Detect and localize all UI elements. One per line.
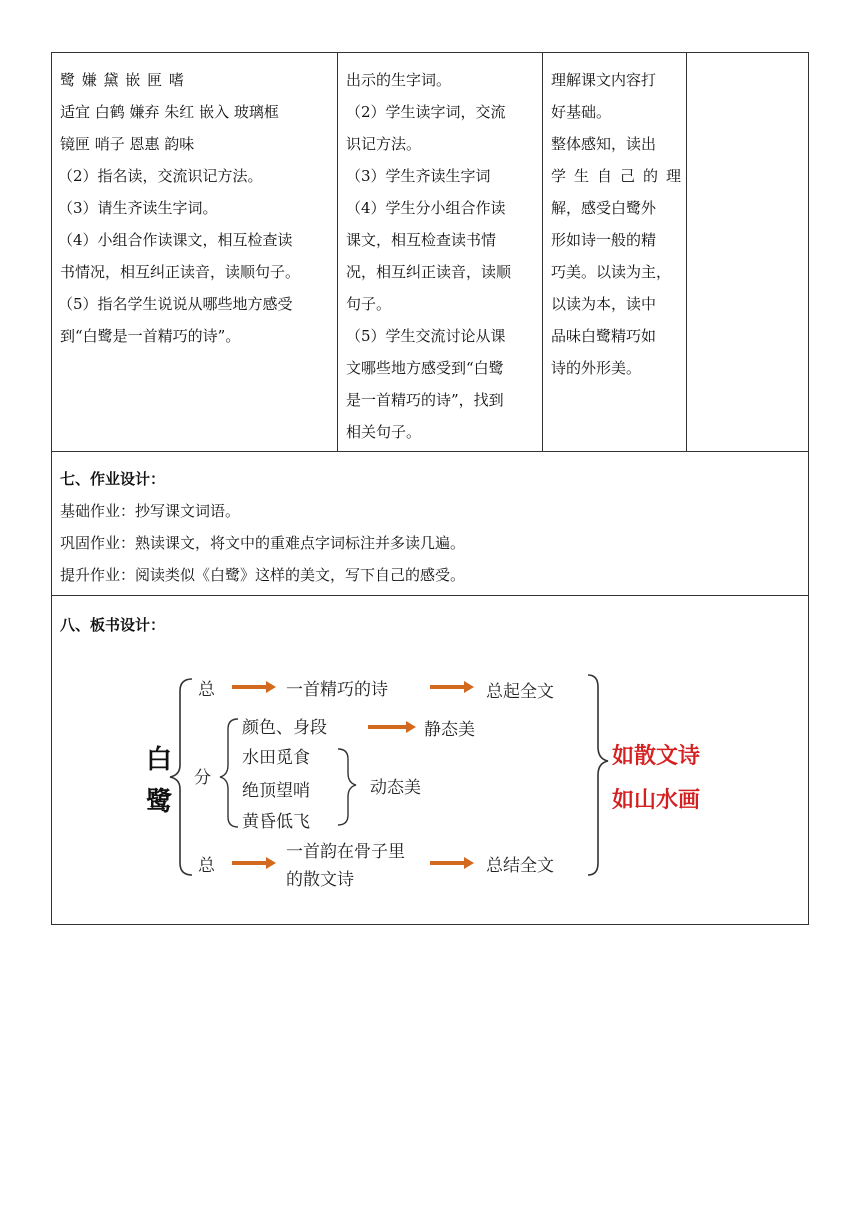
col1-line: 鹭 嫌 黛 嵌 匣 嗜 xyxy=(60,71,185,89)
col2-line: （3）学生齐读生字词 xyxy=(346,167,491,185)
col3-line: 解，感受白鹭外 xyxy=(551,199,657,217)
main-left-brace xyxy=(170,679,192,875)
fen-item-2: 水田觅食 xyxy=(242,748,310,768)
col3-line: 理解课文内容打 xyxy=(551,71,657,89)
bottom-zong: 总 xyxy=(198,856,215,876)
title-char-lu: 鹭 xyxy=(146,787,173,817)
col2-line: 识记方法。 xyxy=(346,135,422,153)
fen-label: 分 xyxy=(194,768,211,788)
homework-consolidate: 巩固作业：熟读课文，将文中的重难点字词标注并多读几遍。 xyxy=(60,534,466,552)
col1-line: 镜匣 哨子 恩惠 韵味 xyxy=(60,135,195,153)
homework-advanced: 提升作业：阅读类似《白鹭》这样的美文，写下自己的感受。 xyxy=(60,566,466,584)
fen-item-3: 绝顶望哨 xyxy=(242,781,310,801)
col2-line: 出示的生字词。 xyxy=(346,71,452,89)
teaching-process-row xyxy=(52,53,808,452)
col2-line: 句子。 xyxy=(346,295,392,313)
fen-item-4: 黄昏低飞 xyxy=(242,812,310,832)
col1-line: 到“白鹭是一首精巧的诗”。 xyxy=(60,327,241,345)
homework-heading: 七、作业设计： xyxy=(60,470,166,488)
col3-line: 形如诗一般的精 xyxy=(551,231,657,249)
dynamic-brace xyxy=(338,749,356,825)
col1-line: （4）小组合作读课文，相互检查读 xyxy=(58,231,293,249)
col1-line: （3）请生齐读生字词。 xyxy=(58,199,218,217)
top-zong: 总 xyxy=(198,680,215,700)
title-char-bai: 白 xyxy=(146,745,173,775)
arrow-static xyxy=(368,725,406,729)
board-design-section xyxy=(52,595,808,925)
col2-line: （4）学生分小组合作读 xyxy=(346,199,506,217)
fen-brace xyxy=(220,719,238,827)
col1-line: （5）指名学生说说从哪些地方感受 xyxy=(58,295,293,313)
static-beauty: 静态美 xyxy=(424,720,475,740)
col3-line: 以读为本，读中 xyxy=(551,295,657,313)
summary-line-1: 如散文诗 xyxy=(612,743,701,769)
bottom-middle-1: 一首韵在骨子里 xyxy=(286,842,405,862)
arrow-bottom-2 xyxy=(430,861,464,865)
student-activity-cell xyxy=(338,53,543,451)
arrow-top-2 xyxy=(430,685,464,689)
teacher-activity-cell xyxy=(52,53,338,451)
col1-line: （2）指名读，交流识记方法。 xyxy=(58,167,263,185)
fen-item-1: 颜色、身段 xyxy=(242,718,327,738)
main-right-brace xyxy=(588,675,608,875)
bottom-middle-2: 的散文诗 xyxy=(286,870,354,890)
homework-basic: 基础作业：抄写课文词语。 xyxy=(60,502,241,520)
col3-line: 诗的外形美。 xyxy=(551,359,642,377)
bottom-end: 总结全文 xyxy=(486,856,554,876)
col2-line: （5）学生交流讨论从课 xyxy=(346,327,506,345)
col3-line: 学生自己的理 xyxy=(551,167,690,185)
col2-line: 是一首精巧的诗”，找到 xyxy=(346,391,504,409)
arrow-top-1 xyxy=(232,685,266,689)
homework-section xyxy=(52,451,808,596)
arrow-bottom-1 xyxy=(232,861,266,865)
col2-line: 况，相互纠正读音，读顺 xyxy=(346,263,512,281)
col3-line: 品味白鹭精巧如 xyxy=(551,327,657,345)
col1-line: 书情况，相互纠正读音，读顺句子。 xyxy=(60,263,301,281)
col2-line: 相关句子。 xyxy=(346,423,422,441)
top-middle: 一首精巧的诗 xyxy=(286,680,388,700)
col2-line: （2）学生读字词，交流 xyxy=(346,103,506,121)
col3-line: 整体感知，读出 xyxy=(551,135,657,153)
col2-line: 文哪些地方感受到“白鹭 xyxy=(346,359,504,377)
top-end: 总起全文 xyxy=(486,682,554,702)
col3-line: 好基础。 xyxy=(551,103,612,121)
col3-line: 巧美。以读为主， xyxy=(551,263,672,281)
col2-line: 课文，相互检查读书情 xyxy=(346,231,497,249)
dynamic-beauty: 动态美 xyxy=(370,778,421,798)
notes-cell xyxy=(687,53,808,451)
summary-line-2: 如山水画 xyxy=(612,787,701,813)
design-intent-cell xyxy=(543,53,690,451)
lesson-table xyxy=(51,52,809,925)
col1-line: 适宜 白鹤 嫌弃 朱红 嵌入 玻璃框 xyxy=(60,103,279,121)
board-heading: 八、板书设计： xyxy=(60,616,166,634)
